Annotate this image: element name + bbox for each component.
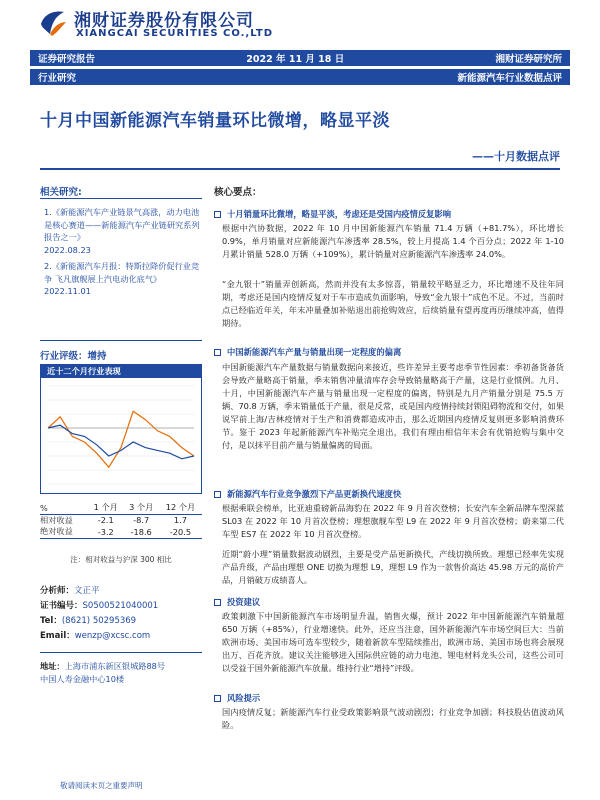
related-item-title: 1.《新能源汽车产业链景气高涨，动力电池是核心赛道——新能源汽车产业链研究系列报告之一》 [44,207,200,242]
institute-name: 湘财证券研究所 [495,54,562,65]
email-link[interactable]: wenzp@xcsc.com [74,631,151,641]
header-band-top [30,50,570,66]
tel-number: (8621) 50295369 [61,616,137,626]
analyst-info [40,584,210,644]
page-subtitle: ——十月数据点评 [472,150,560,163]
sidebar-divider [40,198,202,199]
company-name-en: XIANGCAI SECURITIES CO.,LTD [76,28,274,39]
paragraph: “金九银十”销量弄创新高，然而并没有太多惊喜，销量较平略显乏力，环比增速不及往年同期，考虑还是国内疫情反复对于车市造成负面影响，导致“金九银十”成色不足。不过，当前时点已经临近年关，年末冲量叠加补贴退出前抢购效应，后续销量有望再度再历继续冲高，值得期待。 [222,279,564,328]
paragraph: 政策刺激下中国新能源汽车市场明显升温，销售火爆，预计 2022 年中国新能源汽车销量超 650 万辆（+85%），行业增速快。此外，还应当注意，国外新能源汽车市场空间巨大：当前欧洲市场、美国市场可选车型较少，随着新款车型陆续推出，欧洲市场、美国市场也将会展现出万、百花齐放。建议关注能够进入国际供应链的动力电池、锂电材料龙头公司，这些公司可以受益于国外新能源汽车放量。维持行业“增持”评级。 [222,611,564,673]
table-cell: 1.7 [173,515,187,526]
table-header-cell: 1 个月 [88,502,123,514]
paragraph: 近期“蔚小理”销量数据波动剧烈，主要是受产品更新换代，产线切换所致。理想已经率先实现产品升级，产品由理想 ONE 切换为理想 L9，理想 L9 作为一款售价高达 45.98 万元的高价产品，月销破万成绩喜人。 [222,549,564,585]
performance-chart [44,380,198,490]
table-row-label: 相对收益 [40,514,73,525]
core-points-heading: 核心要点： [214,187,262,198]
company-name-cn: 湘财证券股份有限公司 [74,11,254,31]
paragraph: 根据乘联会榜单，比亚迪重磅新品海豹在 2022 年 9 月首次登榜；长安汽车全新品牌车型深蓝 SL03 在 2022 年 10 月首次登榜；理想旗舰车型 L9 在 2022 年 9 月首次登榜；蔚来第二代车型 ES7 在 2022 年 10 月首次登榜。 [222,503,564,539]
related-item-date: 2022.11.01 [44,286,91,296]
address-block [40,660,210,686]
section-heading: 投资建议 [214,596,564,608]
cert-number: S0500521040001 [82,601,159,611]
square-bullet-icon [214,349,221,356]
performance-chart-title: 近十二个月行业表现 [41,365,201,378]
table-row [40,514,202,526]
report-date: 2022 年 11 月 18 日 [246,54,345,65]
table-header-cell: 3 个月 [123,502,158,514]
paragraph: 根据中汽协数据，2022 年 10 月中国新能源汽车销量 71.4 万辆（+81.7%），环比增长 0.9%，单月销量对应新能源汽车渗透率 28.5%，较上月提高 1.4 个百分点；2022 年 1-10 月累计销量 528.0 万辆（+109%），累计销量对应新能源汽车渗透率 24.0%。 [222,223,564,259]
industry-rating: 行业评级：增持 [40,351,107,362]
sidebar-divider [40,652,202,653]
table-cell: -3.2 [88,526,123,538]
address-line: 上海市浦东新区银城路88号 [64,661,166,671]
page-title: 十月中国新能源汽车销量环比微增，略显平淡 [40,111,390,131]
chart-note: 注：相对收益与沪深 300 相比 [70,555,172,564]
tel-label: Tel： [40,616,62,626]
square-bullet-icon [214,491,221,498]
paragraph: 中国新能源汽车产量数据与销量数据向来接近，些许差异主要考虑季节性因素：季初备货备货会导致产量略高于销量，季末销售冲量清库存会导致销量略高于产量，这是行业惯例。九月、十月，中国新能源汽车产量与销量出现一定程度的偏离，特别是九月产销量分别是 75.5 万辆、70.8 万辆，季末销量低于产量，很是反常，或是国内疫情持续封锁阻碍物流和交付，如果说罕前上海/吉林疫情对于生产和消费都造成冲击，那么近期国内疫情反复则更多影响消费环节。鉴于 2023 年起新能源汽车补贴完全退出，我们有理由相信年末会有优销抢购与集中交付，是以抹平目前产量与销量偏离的局面。 [222,362,564,450]
footer-disclaimer[interactable]: 敬请阅读末页之重要声明 [60,781,143,790]
square-bullet-icon [214,695,221,702]
related-item[interactable] [44,260,200,298]
section-heading: 中国新能源汽车产量与销量出现一定程度的偏离 [214,346,564,358]
related-research-list [44,206,200,298]
section-heading: 风险提示 [214,692,564,704]
series-line-ev [48,411,194,467]
table-cell: -20.5 [159,526,202,538]
analyst-name: 文正平 [74,586,100,596]
performance-table [40,502,202,539]
header-band-bottom [30,69,570,85]
square-bullet-icon [214,599,221,606]
address-label: 地址： [40,661,65,671]
table-row-label: 绝对收益 [40,526,88,538]
analyst-label: 分析师： [40,586,75,596]
email-label: Email： [40,631,75,641]
company-logo-icon [38,8,68,38]
table-header-cell: % [40,502,88,514]
related-item-title: 2.《新能源汽车月报：特斯拉降价促行业竞争 飞凡旗舰展上汽电动化底气》 [44,261,200,284]
report-category: 行业研究 [38,73,77,84]
table-cell: -2.1 [97,515,114,526]
related-research-heading: 相关研究: [40,187,82,198]
paragraph: 国内疫情反复；新能源汽车行业受政策影响景气波动剧烈；行业竞争加剧；科技股估值波动风险。 [222,707,564,730]
title-divider [40,168,560,170]
section-heading: 十月销量环比微增，略显平淡，考虑还是受国内疫情反复影响 [214,208,564,220]
performance-table-header [40,502,202,514]
square-bullet-icon [214,211,221,218]
cert-label: 证书编号： [40,601,83,611]
table-header-cell: 12 个月 [159,502,202,514]
section-heading: 新能源汽车行业竞争激烈下产品更新换代速度快 [214,488,564,500]
table-cell: -8.7 [133,515,150,526]
sidebar-divider [40,340,202,341]
table-row [40,526,202,538]
report-type: 证券研究报告 [38,54,96,65]
table-cell: -18.6 [123,526,158,538]
related-item[interactable] [44,206,200,256]
related-item-date: 2022.08.23 [44,244,91,255]
address-line: 中国人寿金融中心10楼 [40,674,125,684]
report-topic: 新能源汽车行业数据点评 [457,73,562,84]
